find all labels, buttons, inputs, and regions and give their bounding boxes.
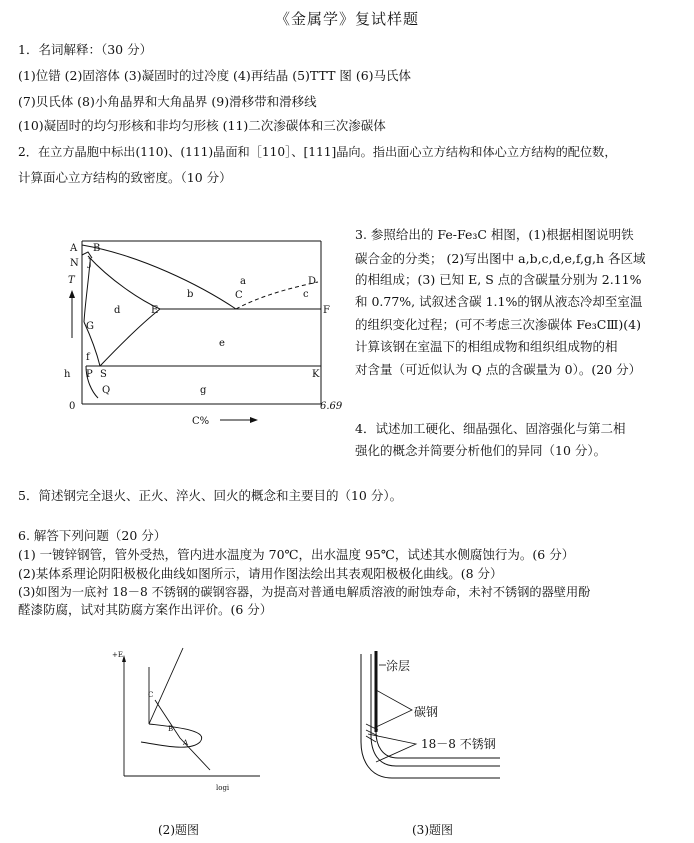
pd-es-curve	[100, 309, 160, 366]
pol-label-A: A	[183, 739, 189, 747]
q3-line-1: 3. 参照给出的 Fe-Fe₃C 相图，(1)根据相图说明铁	[355, 227, 634, 242]
pol-caption: (2)题图	[158, 823, 199, 837]
q1-line-2: (7)贝氏体 (8)小角晶界和大角晶界 (9)滑移带和滑移线	[18, 94, 317, 109]
pd-liquidus-curve	[82, 245, 236, 309]
q5-line-1: 5．简述钢完全退火、正火、淬火、回火的概念和主要目的（10 分）。	[18, 488, 403, 503]
pd-label-N: N	[70, 258, 79, 269]
pd-label-T: T	[68, 275, 75, 286]
q6-line-2: (2)某体系理论阴阳极极化曲线如图所示，请用作图法绘出其表观阳极极化曲线。(8 分）	[18, 566, 503, 581]
pd-c-arrowhead	[250, 417, 258, 423]
pol-label-B: B	[168, 725, 174, 733]
vessel-carbon-leader	[374, 690, 412, 728]
pol-anodic-curve-top	[149, 648, 183, 724]
q3-line-3: 的相组成；(3) 已知 E, S 点的含碳量分别为 2.11%	[355, 272, 642, 287]
q3-line-7: 对含量（可近似认为 Q 点的含碳量为 0）。(20 分）	[355, 362, 642, 377]
q3-line-6: 计算该钢在室温下的相组成物和组织组成物的相	[355, 339, 618, 354]
pd-label-Q: Q	[102, 385, 111, 396]
pol-xlabel: logi	[216, 784, 230, 792]
pol-cathodic-line	[155, 700, 210, 770]
pd-label-g: g	[200, 385, 207, 396]
pol-label-C: C	[148, 691, 154, 699]
vessel-label-stainless: 18－8 不锈钢	[421, 737, 496, 751]
pd-jg-curve	[84, 262, 90, 322]
pd-label-e: e	[219, 338, 225, 349]
pd-label-P: P	[86, 369, 93, 380]
pd-label-b: b	[187, 289, 194, 300]
q2-line-1: 2．在立方晶胞中标出(110)、(111)晶面和［110］、[111]晶向。指出面心立方结构和体心立方结构的配位数，	[18, 145, 617, 159]
pd-label-F: F	[323, 305, 330, 316]
vessel-label-coating: 涂层	[386, 659, 411, 673]
pd-label-E: E	[151, 305, 159, 316]
pd-label-A: A	[70, 243, 78, 254]
q2-line-2: 计算面心立方结构的致密度。（10 分）	[18, 170, 232, 185]
pd-label-S: S	[100, 369, 107, 380]
pd-label-a: a	[240, 276, 246, 287]
vessel-caption: (3)题图	[412, 823, 453, 837]
page-title: 《金属学》复试样题	[274, 10, 419, 28]
pd-label-f: f	[86, 352, 90, 363]
pd-xlabel: C%	[192, 416, 210, 427]
pd-label-C: C	[235, 290, 243, 301]
q1-line-3: (10)凝固时的均匀形核和非均匀形核 (11)二次渗碳体和三次渗碳体	[18, 118, 386, 133]
q6-header: 6. 解答下列问题（20 分）	[18, 528, 167, 543]
pd-label-h: h	[64, 369, 71, 380]
pd-label-J: J	[88, 258, 93, 269]
pd-label-B: B	[93, 243, 101, 254]
q6-line-4: 醛漆防腐，试对其防腐方案作出评价。(6 分）	[18, 602, 273, 617]
q4-line-1: 4．试述加工硬化、细晶强化、固溶强化与第二相	[355, 421, 626, 436]
pd-label-c: c	[303, 289, 309, 300]
q3-line-5: 的组织变化过程；(可不考虑三次渗碳体 Fe₃CⅢ)(4)	[355, 317, 641, 332]
q3-line-4: 和 0.77%, 试叙述含碳 1.1%的钢从液态冷却至室温	[355, 294, 643, 309]
pd-label-d: d	[114, 305, 121, 316]
q1-header: 1．名词解释：（30 分）	[18, 42, 153, 57]
pd-label-end: 6.69	[320, 401, 343, 412]
pd-label-G: G	[86, 321, 94, 332]
pd-t-arrowhead	[69, 290, 75, 298]
q4-line-2: 强化的概念并简要分析他们的异同（10 分）。	[355, 443, 607, 458]
q1-line-1: (1)位错 (2)固溶体 (3)凝固时的过冷度 (4)再结晶 (5)TTT 图 (6)马氏体	[18, 68, 412, 83]
q6-line-3: (3)如图为一底衬 18－8 不锈钢的碳钢容器，为提高对普通电解质溶液的耐蚀寿命，未衬不锈钢的器壁用酚	[18, 585, 591, 599]
pd-label-origin: 0	[69, 401, 76, 412]
pol-ylabel: +E	[112, 651, 123, 659]
pd-label-K: K	[312, 369, 320, 380]
vessel-label-carbon-steel: 碳钢	[414, 705, 439, 719]
q3-line-2: 碳合金的分类； (2)写出图中 a,b,c,d,e,f,g,h 各区域	[355, 251, 646, 266]
pd-label-D: D	[308, 276, 317, 287]
q6-line-1: (1) 一镀锌钢管，管外受热，管内进水温度为 70℃，出水温度 95℃，试述其水侧腐蚀行为。(6 分）	[18, 547, 575, 562]
